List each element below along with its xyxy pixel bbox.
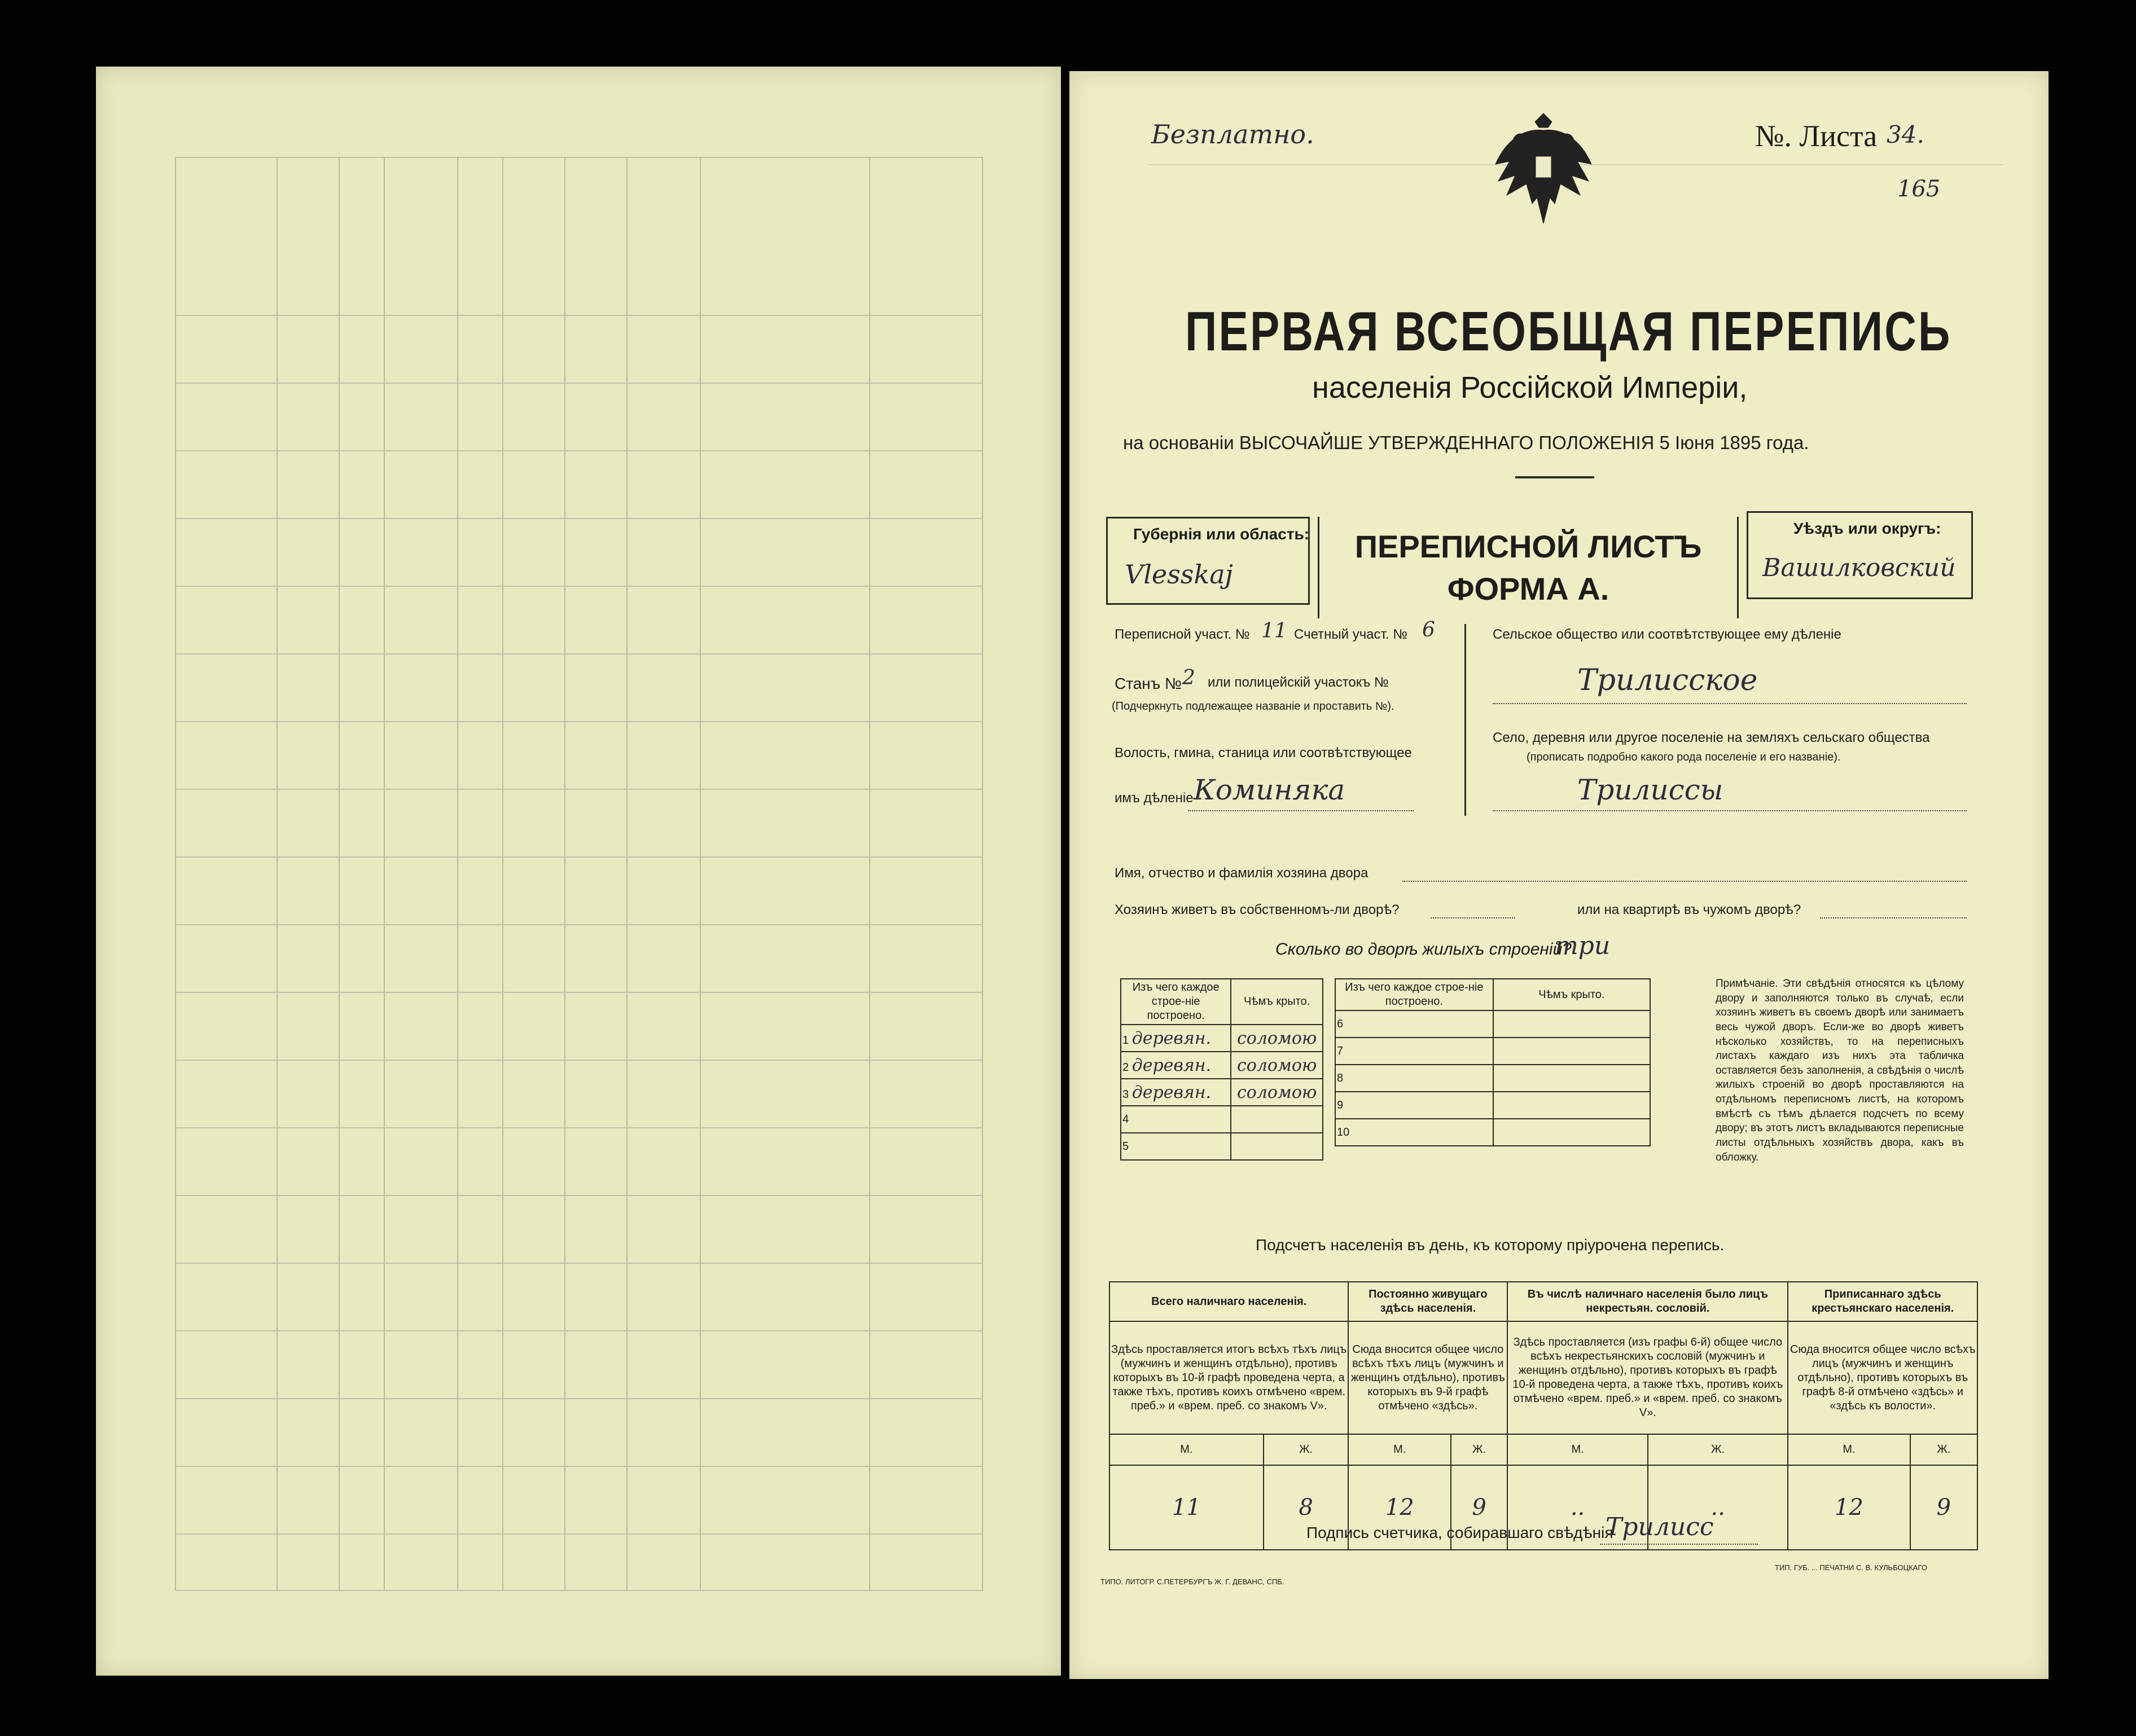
population-col-title: Всего наличнаго населенія. <box>1109 1282 1348 1321</box>
population-heading: Подсчетъ населенія въ день, къ которому пріурочена перепись. <box>1256 1236 1725 1254</box>
grid-line <box>339 157 340 1591</box>
volost-label: Волость, гмина, станица или соотвѣтствующее <box>1115 745 1412 761</box>
grid-bottom-line <box>175 1590 982 1591</box>
owner-line <box>1402 881 1967 882</box>
grid-row-line <box>175 1060 982 1061</box>
buildings-col-material: Изъ чего каждое строе-ніе построено. <box>1335 979 1493 1010</box>
male-count: 12 <box>1348 1465 1450 1550</box>
census-district-label: Переписной участ. № <box>1115 627 1250 642</box>
row-number: 10 <box>1335 1119 1493 1146</box>
form-subtitle: ФОРМА А. <box>1447 571 1609 606</box>
buildings-col-roof: Чѣмъ крыто. <box>1493 979 1650 1010</box>
village-note: (прописать подробно какого рода поселеніе и его названіе). <box>1527 751 1841 763</box>
buildings-col-material: Изъ чего каждое строе-ніе построено. <box>1121 979 1231 1025</box>
printer-left: ТИПО. ЛИТОГР. С.ПЕТЕРБУРГЪ Ж. Г. ДЕВАНС, СПБ. <box>1100 1577 1284 1586</box>
row-number: 2 <box>1122 1061 1129 1074</box>
grid-row-line <box>175 992 982 993</box>
row-number: 9 <box>1335 1092 1493 1119</box>
count-district-value: 6 <box>1422 618 1435 641</box>
grid-top-line <box>175 157 982 158</box>
form-title-box <box>1318 517 1739 618</box>
village-label: Село, деревня или другое поселеніе на земляхъ сельскаго общества <box>1493 730 1930 745</box>
grid-line <box>502 157 503 1591</box>
material-value: деревян. <box>1131 1082 1212 1102</box>
female-count: 9 <box>1451 1465 1507 1550</box>
roof-value: соломою <box>1231 1079 1323 1106</box>
signature-value: Трилисс <box>1606 1513 1714 1541</box>
population-col-title: Постоянно живущаго здѣсь населенія. <box>1348 1282 1507 1321</box>
right-page <box>1069 71 2049 1679</box>
grid-row-line <box>175 653 982 654</box>
grid-row-line <box>175 1195 982 1196</box>
note-text: Примѣчаніе. Эти свѣдѣнія относятся къ цѣлому двору и заполняются только въ случаѣ, если хозяинъ живетъ въ своемъ дворѣ или занимаетъ весь чужой дворъ. Если-же во дворѣ живетъ нѣсколько хозяйствъ, то на переписныхъ листахъ каждаго изъ нихъ эта табличка оставляется безъ заполненія, а свѣдѣнія о числѣ жилыхъ строеній во дворѣ проставляются на отдѣльномъ переписномъ листѣ, на которомъ вмѣстѣ съ тѣмъ дѣлается подсчетъ по всему двору; въ этотъ листъ вкладываются переписные листы отдѣльныхъ хозяйствъ двора, какъ въ обложку. <box>1716 978 1964 1163</box>
row-number: 1 <box>1122 1034 1129 1047</box>
grid-row-line <box>175 1466 982 1467</box>
divider <box>1515 476 1594 478</box>
material-value: деревян. <box>1131 1028 1212 1048</box>
gubernia-box <box>1106 517 1310 605</box>
grid-line <box>700 157 701 1591</box>
population-col-desc: Сюда вносится общее число всѣхъ лицъ (мужчинъ и женщинъ отдѣльно), противъ которыхъ въ графѣ 8-й отмѣчено «здѣсь» и «здѣсь къ волости». <box>1788 1321 1977 1434</box>
male-count: .. <box>1507 1465 1648 1550</box>
owner-lives-line <box>1431 917 1515 918</box>
grid-row-line <box>175 789 982 790</box>
grid-row-line <box>175 856 982 858</box>
gubernia-label: Губернія или область: <box>1133 525 1310 543</box>
row-number: 8 <box>1335 1065 1493 1092</box>
owner-label: Имя, отчество и фамилія хозяина двора <box>1115 865 1369 881</box>
grid-header-line <box>175 315 982 316</box>
uezd-label: Уѣздъ или округъ: <box>1793 520 1941 537</box>
buildings-value: три <box>1555 931 1611 960</box>
population-table <box>1109 1281 1978 1550</box>
female-header: Ж. <box>1910 1434 1978 1465</box>
row-number: 3 <box>1122 1088 1129 1101</box>
male-header: М. <box>1348 1434 1450 1465</box>
society-line <box>1493 703 1967 704</box>
row-number: 5 <box>1122 1140 1129 1153</box>
buildings-label: Сколько во дворѣ жилыхъ строеній? <box>1275 940 1572 959</box>
stan-value: 2 <box>1182 666 1195 689</box>
uezd-value: Вашилковский <box>1762 553 1956 582</box>
fields-divider <box>1464 624 1466 816</box>
printer-right: ТИП. ГУБ. ... ПЕЧАТНИ С. В. КУЛЬБОЦКАГО <box>1775 1563 1927 1572</box>
female-count: .. <box>1648 1465 1788 1550</box>
census-title: ПЕРВАЯ ВСЕОБЩАЯ ПЕРЕПИСЬ <box>1185 300 1952 362</box>
police-label: или полицейскій участокъ № <box>1208 675 1389 690</box>
male-header: М. <box>1788 1434 1910 1465</box>
society-value: Трилисское <box>1577 663 1758 697</box>
signature-label: Подпись счетчика, собиравшаго свѣдѣнія <box>1306 1524 1613 1541</box>
owner-rent-line <box>1820 917 1967 918</box>
owner-lives-label: Хозяинъ живетъ въ собственномъ-ли дворѣ? <box>1115 902 1400 917</box>
buildings-table-right <box>1335 978 1651 1146</box>
material-value: деревян. <box>1131 1055 1212 1075</box>
grid-line <box>384 157 385 1591</box>
signature-line <box>1600 1544 1758 1545</box>
grid-row-line <box>175 924 982 925</box>
grid-line <box>175 157 176 1591</box>
left-page <box>96 67 1061 1676</box>
grid-row-line <box>175 1263 982 1264</box>
female-header: Ж. <box>1451 1434 1507 1465</box>
row-number: 4 <box>1122 1113 1129 1126</box>
grid-row-line <box>175 586 982 587</box>
population-col-desc: Здѣсь проставляется итогъ всѣхъ тѣхъ лицъ (мужчинъ и женщинъ отдѣльно), противъ которыхъ въ 10-й графѣ проведена черта, а также тѣхъ, противъ коихъ отмѣчено «врем. преб.» и «врем. преб. со знакомъ V». <box>1109 1321 1348 1434</box>
roof-value: соломою <box>1231 1052 1323 1079</box>
grid-row-line <box>175 1127 982 1128</box>
male-count: 11 <box>1109 1465 1264 1550</box>
village-value: Трилиссы <box>1577 773 1723 806</box>
coat-of-arms-icon <box>1487 111 1600 235</box>
grid-row-line <box>175 721 982 722</box>
grid-line <box>982 157 983 1591</box>
grid-row-line <box>175 1330 982 1331</box>
buildings-col-roof: Чѣмъ крыто. <box>1231 979 1323 1025</box>
row-number: 6 <box>1335 1010 1493 1038</box>
gubernia-value: Vlesskaj <box>1125 559 1233 590</box>
male-header: М. <box>1507 1434 1648 1465</box>
male-header: М. <box>1109 1434 1264 1465</box>
male-count: 12 <box>1788 1465 1910 1550</box>
population-col-title: Въ числѣ наличнаго населенія было лицъ некрестьян. сословій. <box>1507 1282 1788 1321</box>
uezd-box <box>1747 511 1973 599</box>
archive-number: 165 <box>1897 176 1941 202</box>
female-header: Ж. <box>1264 1434 1349 1465</box>
population-col-title: Приписаннаго здѣсь крестьянскаго населенія. <box>1788 1282 1977 1321</box>
sheet-number-value: 34. <box>1887 121 1924 148</box>
grid-row-line <box>175 383 982 384</box>
grid-line <box>626 157 628 1591</box>
female-count: 9 <box>1910 1465 1978 1550</box>
grid-row-line <box>175 518 982 519</box>
census-subtitle: населенія Россійской Имперіи, <box>1312 371 1748 405</box>
buildings-table-left <box>1120 978 1323 1161</box>
grid-line <box>277 157 278 1591</box>
form-title: ПЕРЕПИСНОЙ ЛИСТЪ <box>1354 529 1702 564</box>
female-count: 8 <box>1264 1465 1349 1550</box>
stan-label: Станъ № <box>1115 675 1182 692</box>
grid-row-line <box>175 1533 982 1535</box>
free-label: Безплатно. <box>1151 119 1314 150</box>
grid-row-line <box>175 450 982 451</box>
underline-note: (Подчеркнуть подлежащее названіе и проставить №). <box>1112 700 1394 713</box>
village-line <box>1493 810 1967 811</box>
society-label: Сельское общество или соотвѣтствующее ему дѣленіе <box>1493 627 1841 642</box>
roof-value: соломою <box>1231 1025 1323 1052</box>
sheet-number-label: №. Листа <box>1755 119 1878 153</box>
grid-line <box>869 157 870 1591</box>
grid-line <box>457 157 458 1591</box>
census-basis: на основаніи ВЫСОЧАЙШЕ УТВЕРЖДЕННАГО ПОЛОЖЕНІЯ 5 Іюня 1895 года. <box>1123 432 1809 453</box>
grid-line <box>564 157 565 1591</box>
population-col-desc: Сюда вносится общее число всѣхъ тѣхъ лицъ (мужчинъ и женщинъ отдѣльно), противъ которыхъ въ 9-й графѣ отмѣчено «здѣсь». <box>1348 1321 1507 1434</box>
female-header: Ж. <box>1648 1434 1788 1465</box>
volost-label-2: имъ дѣленіе <box>1115 790 1194 806</box>
owner-rent-label: или на квартирѣ въ чужомъ дворѣ? <box>1577 902 1801 917</box>
count-district-label: Счетный участ. № <box>1294 627 1407 642</box>
volost-value: Коминяка <box>1194 773 1345 806</box>
census-district-value: 11 <box>1261 619 1287 643</box>
volost-line <box>1188 810 1414 811</box>
grid-row-line <box>175 1398 982 1399</box>
row-number: 7 <box>1335 1038 1493 1065</box>
population-col-desc: Здѣсь проставляется (изъ графы 6-й) общее число всѣхъ некрестьянскихъ сословій (мужчинъ и женщинъ отдѣльно), противъ которыхъ въ графѣ 10-й проведена черта, а также тѣхъ, противъ коихъ отмѣчено «врем. преб.» и «врем. преб. со знакомъ V». <box>1507 1321 1788 1434</box>
